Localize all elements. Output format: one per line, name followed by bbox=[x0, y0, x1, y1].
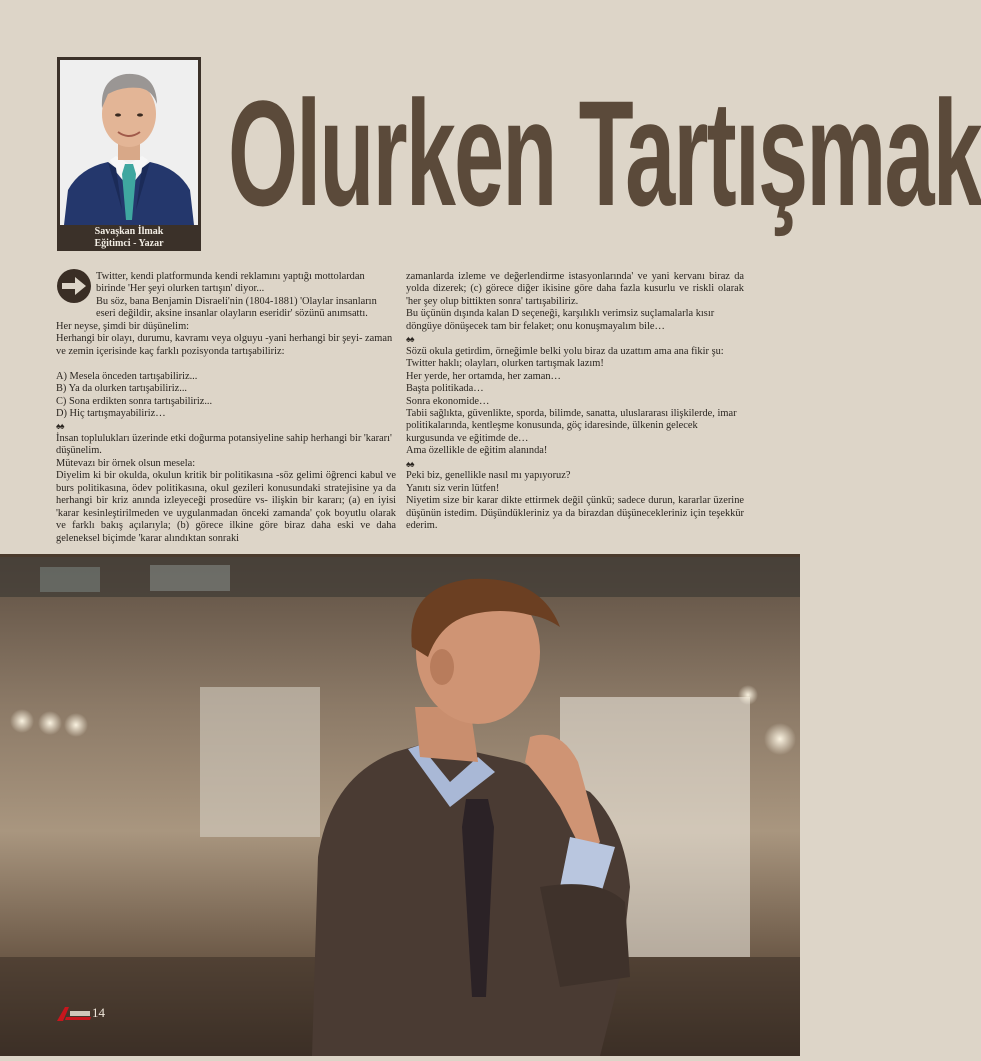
author-name: Savaşkan İlmak bbox=[94, 226, 164, 237]
paragraph: Peki biz, genellikle nasıl mı yapıyoruz? bbox=[406, 470, 571, 482]
paragraph: Herhangi bir olayı, durumu, kavramı veya olguyu -yani herhangi bir şeyi- zaman ve zemin içerisinde kaç farklı pozisyonda tartışabiliriz: bbox=[56, 333, 393, 357]
paragraph: Bu üçünün dışında kalan D seçeneği, karşılıklı verimsiz suçlamalarla kısır döngüye dönüşecek tam bir felaket; onu konuşmayalım bile… bbox=[406, 308, 715, 332]
paragraph: Tabii sağlıkta, güvenlikte, sporda, bilimde, sanatta, uluslararası ilişkilerde, imar politikalarında, kentleşme konusunda, göç idaresinde, ülkenin gelecek kurgusunda ve eğitimde de… bbox=[406, 407, 737, 444]
paragraph: Diyelim ki bir okulda, okulun kritik bir politikasına -söz gelimi öğrenci kabul ve burs politikasına, ödev politikasına, okul gezileri konusundaki stratejisine ya da herhangi bir kriz anında izleyeceği prosedüre vs- ilişkin bir kararı; (a) en iyisi 'karar kesinleştirilmeden ve uygulanmadan önceki zamanda' çok boyutlu olarak ve farklı bakış açılarıyla; (b) görece ilkine göre biraz daha eski ve daha geleneksel biçimde 'karar alındıktan sonraki bbox=[56, 470, 396, 544]
option-item: D) Hiç tartışmayabiliriz… bbox=[56, 407, 166, 419]
paragraph: Mütevazı bir örnek olsun mesela: bbox=[56, 457, 196, 469]
page-number: 14 bbox=[92, 1005, 105, 1020]
ornament: ♠♠ bbox=[406, 334, 414, 345]
paragraph: Niyetim size bir karar dikte ettirmek değil çünkü; sadece durun, kararlar üzerine düşünün istedim. Düşündükleriniz ya da birazdan düşünecekleriniz için teşekkür ederim. bbox=[406, 495, 744, 532]
paragraph: Sonra ekonomide… bbox=[406, 395, 490, 407]
magazine-logo bbox=[57, 1005, 91, 1021]
businessman-photo bbox=[0, 557, 800, 1056]
paragraph: Bu söz, bana Benjamin Disraeli'nin (1804-1881) 'Olaylar insanların eseri değildir, aksine insanlar olayların eseridir' sözünü anımsattı. bbox=[96, 295, 377, 320]
author-caption bbox=[57, 226, 201, 250]
paragraph: Her yerde, her ortamda, her zaman… bbox=[406, 370, 561, 382]
ornament: ♠♠ bbox=[56, 421, 64, 432]
paragraph: Her neyse, şimdi bir düşünelim: bbox=[56, 320, 190, 332]
option-item: B) Ya da olurken tartışabiliriz... bbox=[56, 383, 188, 395]
paragraph: Başta politikada… bbox=[406, 383, 484, 395]
left-column bbox=[56, 271, 396, 545]
article-title: Olurken Tartışmak bbox=[228, 69, 981, 237]
option-item: A) Mesela önceden tartışabiliriz... bbox=[56, 370, 198, 382]
paragraph: Ama özellikle de eğitim alanında! bbox=[406, 445, 548, 457]
author-photo bbox=[60, 60, 198, 225]
paragraph: zamanlarda izleme ve değerlendirme istasyonlarında' ve yani kervanı biraz da yolda dizerek; (c) görece diğer ikisine göre daha fazla kusurlu ve riskli olarak 'her şey olup bittikten sonra' tartışabiliriz. bbox=[406, 271, 744, 307]
paragraph: Yanıtı siz verin lütfen! bbox=[406, 482, 500, 494]
option-item: C) Sona erdikten sonra tartışabiliriz... bbox=[56, 395, 213, 407]
author-role: Eğitimci - Yazar bbox=[94, 238, 164, 249]
author-box bbox=[57, 57, 201, 251]
right-column bbox=[406, 271, 744, 533]
paragraph: İnsan toplulukları üzerinde etki doğurma potansiyeline sahip herhangi bir 'kararı' düşünelim. bbox=[56, 432, 392, 457]
ornament: ♠♠ bbox=[406, 458, 414, 469]
footer bbox=[57, 1005, 105, 1021]
paragraph: Twitter, kendi platformunda kendi reklamını yaptığı mottolardan birinde 'Her şeyi olurken tartışın' diyor... bbox=[96, 271, 365, 295]
paragraph: Twitter haklı; olayları, olurken tartışmak lazım! bbox=[406, 358, 604, 370]
paragraph: Sözü okula getirdim, örneğimle belki yolu biraz da uzattım ama ana fikir şu: bbox=[406, 345, 724, 357]
